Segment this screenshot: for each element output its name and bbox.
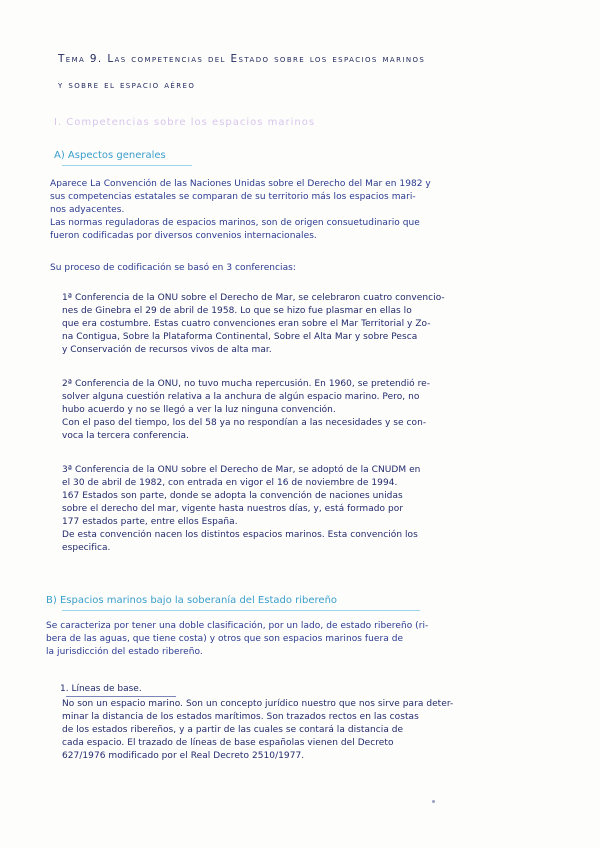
conference-3 [62,464,577,555]
text-line: 3ª Conferencia de la ONU sobre el Derecho de Mar, se adoptó de la CNUDM en [62,465,421,475]
title-line-2: y sobre el espacio aéreo [58,79,196,91]
text-line: cada espacio. El trazado de líneas de base españolas vienen del Decreto [62,738,394,748]
text-line: 2ª Conferencia de la ONU, no tuvo mucha repercusión. En 1960, se pretendió re- [62,379,431,389]
text-line: de los estados ribereños, y a partir de las cuales se contará la distancia de [62,725,404,735]
text-line: voca la tercera conferencia. [62,431,189,441]
text-line: 627/1976 modificado por el Real Decreto 2510/1977. [62,751,305,761]
text-line: No son un espacio marino. Son un concepto jurídico nuestro que nos sirve para deter- [62,699,454,709]
process-line [50,262,570,275]
text-line: sobre el derecho del mar, vigente hasta nuestros días, y, está formado por [62,504,404,514]
section-b-heading: B) Espacios marinos bajo la soberanía del Estado ribereño [46,595,338,606]
conference-1 [62,292,577,357]
text-line: Con el paso del tiempo, los del 58 ya no respondían a las necesidades y se con- [62,418,427,428]
title-line-1: Tema 9. Las competencias del Estado sobre los espacios marinos [58,53,426,65]
section-a-heading: A) Aspectos generales [54,150,166,161]
text-line: De esta convención nacen los distintos espacios marinos. Esta convención los [62,530,418,540]
text-line: na Contigua, Sobre la Plataforma Continental, Sobre el Alta Mar y sobre Pesca [62,332,418,342]
text-line: fueron codificadas por diversos convenios internacionales. [50,231,317,241]
lineas-de-base-text [62,698,577,763]
ink-dot [432,800,435,803]
text-line: 177 estados parte, entre ellos España. [62,517,238,527]
section-b-intro [46,620,576,659]
text-line: especifica. [62,543,111,553]
text-line: Las normas reguladoras de espacios marinos, son de origen consuetudinario que [50,218,420,228]
text-line: hubo acuerdo y no se llegó a ver la luz ninguna convención. [62,405,336,415]
section-a-intro [50,178,570,243]
text-line: nes de Ginebra el 29 de abril de 1958. Lo que se hizo fue plasmar en ellas lo [62,306,412,316]
conference-2 [62,378,577,443]
faint-heading: I. Competencias sobre los espacios marinos [54,117,316,128]
text-line: nos adyacentes. [50,205,125,215]
page-title [58,46,578,98]
text-line: Su proceso de codificación se basó en 3 conferencias: [50,263,296,273]
lineas-de-base-underline [66,696,176,697]
text-line: bera de las aguas, que tiene costa) y otros que son espacios marinos fuera de [46,634,404,644]
lineas-de-base-heading: 1. Líneas de base. [60,684,142,694]
text-line: el 30 de abril de 1982, con entrada en vigor el 16 de noviembre de 1994. [62,478,398,488]
text-line: minar la distancia de los estados marítimos. Son trazados rectos en las costas [62,712,419,722]
text-line: 167 Estados son parte, donde se adopta la convención de naciones unidas [62,491,403,501]
section-b-underline [62,610,420,611]
text-line: sus competencias estatales se comparan de su territorio más los espacios mari- [50,192,416,202]
section-a-underline [62,165,192,166]
text-line: y Conservación de recursos vivos de alta mar. [62,345,272,355]
text-line: 1ª Conferencia de la ONU sobre el Derecho de Mar, se celebraron cuatro convencio- [62,293,445,303]
text-line: Aparece La Convención de las Naciones Unidas sobre el Derecho del Mar en 1982 y [50,179,431,189]
text-line: que era costumbre. Estas cuatro convenciones eran sobre el Mar Territorial y Zo- [62,319,431,329]
text-line: Se caracteriza por tener una doble clasificación, por un lado, de estado ribereño (ri- [46,621,429,631]
text-line: la jurisdicción del estado ribereño. [46,647,203,657]
text-line: solver alguna cuestión relativa a la anchura de algún espacio marino. Pero, no [62,392,420,402]
